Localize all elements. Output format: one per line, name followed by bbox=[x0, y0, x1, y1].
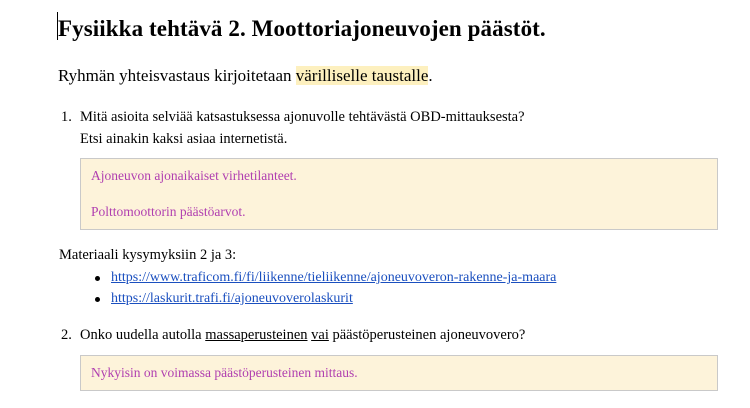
list-item bbox=[95, 268, 722, 288]
answer-1-line-1[interactable]: Ajoneuvon ajonaikaiset virhetilanteet. bbox=[91, 168, 297, 184]
answer-1-line-2[interactable]: Polttomoottorin päästöarvot. bbox=[91, 203, 246, 219]
question-1-block bbox=[58, 107, 722, 230]
intro-text-after: . bbox=[428, 66, 433, 86]
question-1-subtext: Etsi ainakin kaksi asiaa internetistä. bbox=[80, 130, 288, 147]
material-link-2[interactable]: https://laskurit.trafi.fi/ajoneuvoverolaskurit bbox=[111, 290, 353, 306]
list-item bbox=[95, 289, 722, 309]
material-link-1[interactable]: https://www.traficom.fi/fi/liikenne/tieliikenne/ajoneuvoveron-rakenne-ja-maara bbox=[111, 270, 557, 286]
question-2-text-part1: Onko uudella autolla bbox=[80, 326, 206, 343]
question-1-text: Mitä asioita selviää katsastuksessa ajonuvolle tehtävästä OBD-mittauksesta? bbox=[80, 109, 525, 126]
question-2-underline-2: vai bbox=[311, 326, 329, 343]
materials-link-list bbox=[59, 268, 722, 309]
question-1-text-wrap bbox=[80, 107, 722, 149]
question-2-block bbox=[58, 325, 722, 391]
intro-text-before: Ryhmän yhteisvastaus kirjoitetaan bbox=[58, 66, 296, 86]
intro-highlight: värilliselle taustalle bbox=[295, 66, 429, 86]
page-title: Fysiikka tehtävä 2. Moottoriajoneuvojen päästöt. bbox=[58, 16, 546, 41]
intro-paragraph bbox=[58, 65, 722, 87]
question-2-number: 2. bbox=[61, 326, 72, 343]
answer-box-1[interactable] bbox=[80, 158, 718, 230]
answer-2-line-1[interactable]: Nykyisin on voimassa päästöperusteinen mittaus. bbox=[91, 364, 358, 380]
question-1-number: 1. bbox=[61, 109, 72, 126]
question-2-underline-1: massaperusteinen bbox=[205, 326, 308, 343]
question-1-row bbox=[58, 107, 722, 149]
question-2-text-wrap bbox=[80, 325, 722, 346]
question-2-row bbox=[58, 325, 722, 346]
question-2-text-part3: päästöperusteinen ajoneuvovero? bbox=[328, 326, 526, 343]
text-cursor bbox=[57, 12, 58, 40]
answer-box-2[interactable] bbox=[80, 355, 718, 392]
materials-label: Materiaali kysymyksiin 2 ja 3: bbox=[59, 247, 237, 264]
materials-block bbox=[59, 247, 722, 309]
